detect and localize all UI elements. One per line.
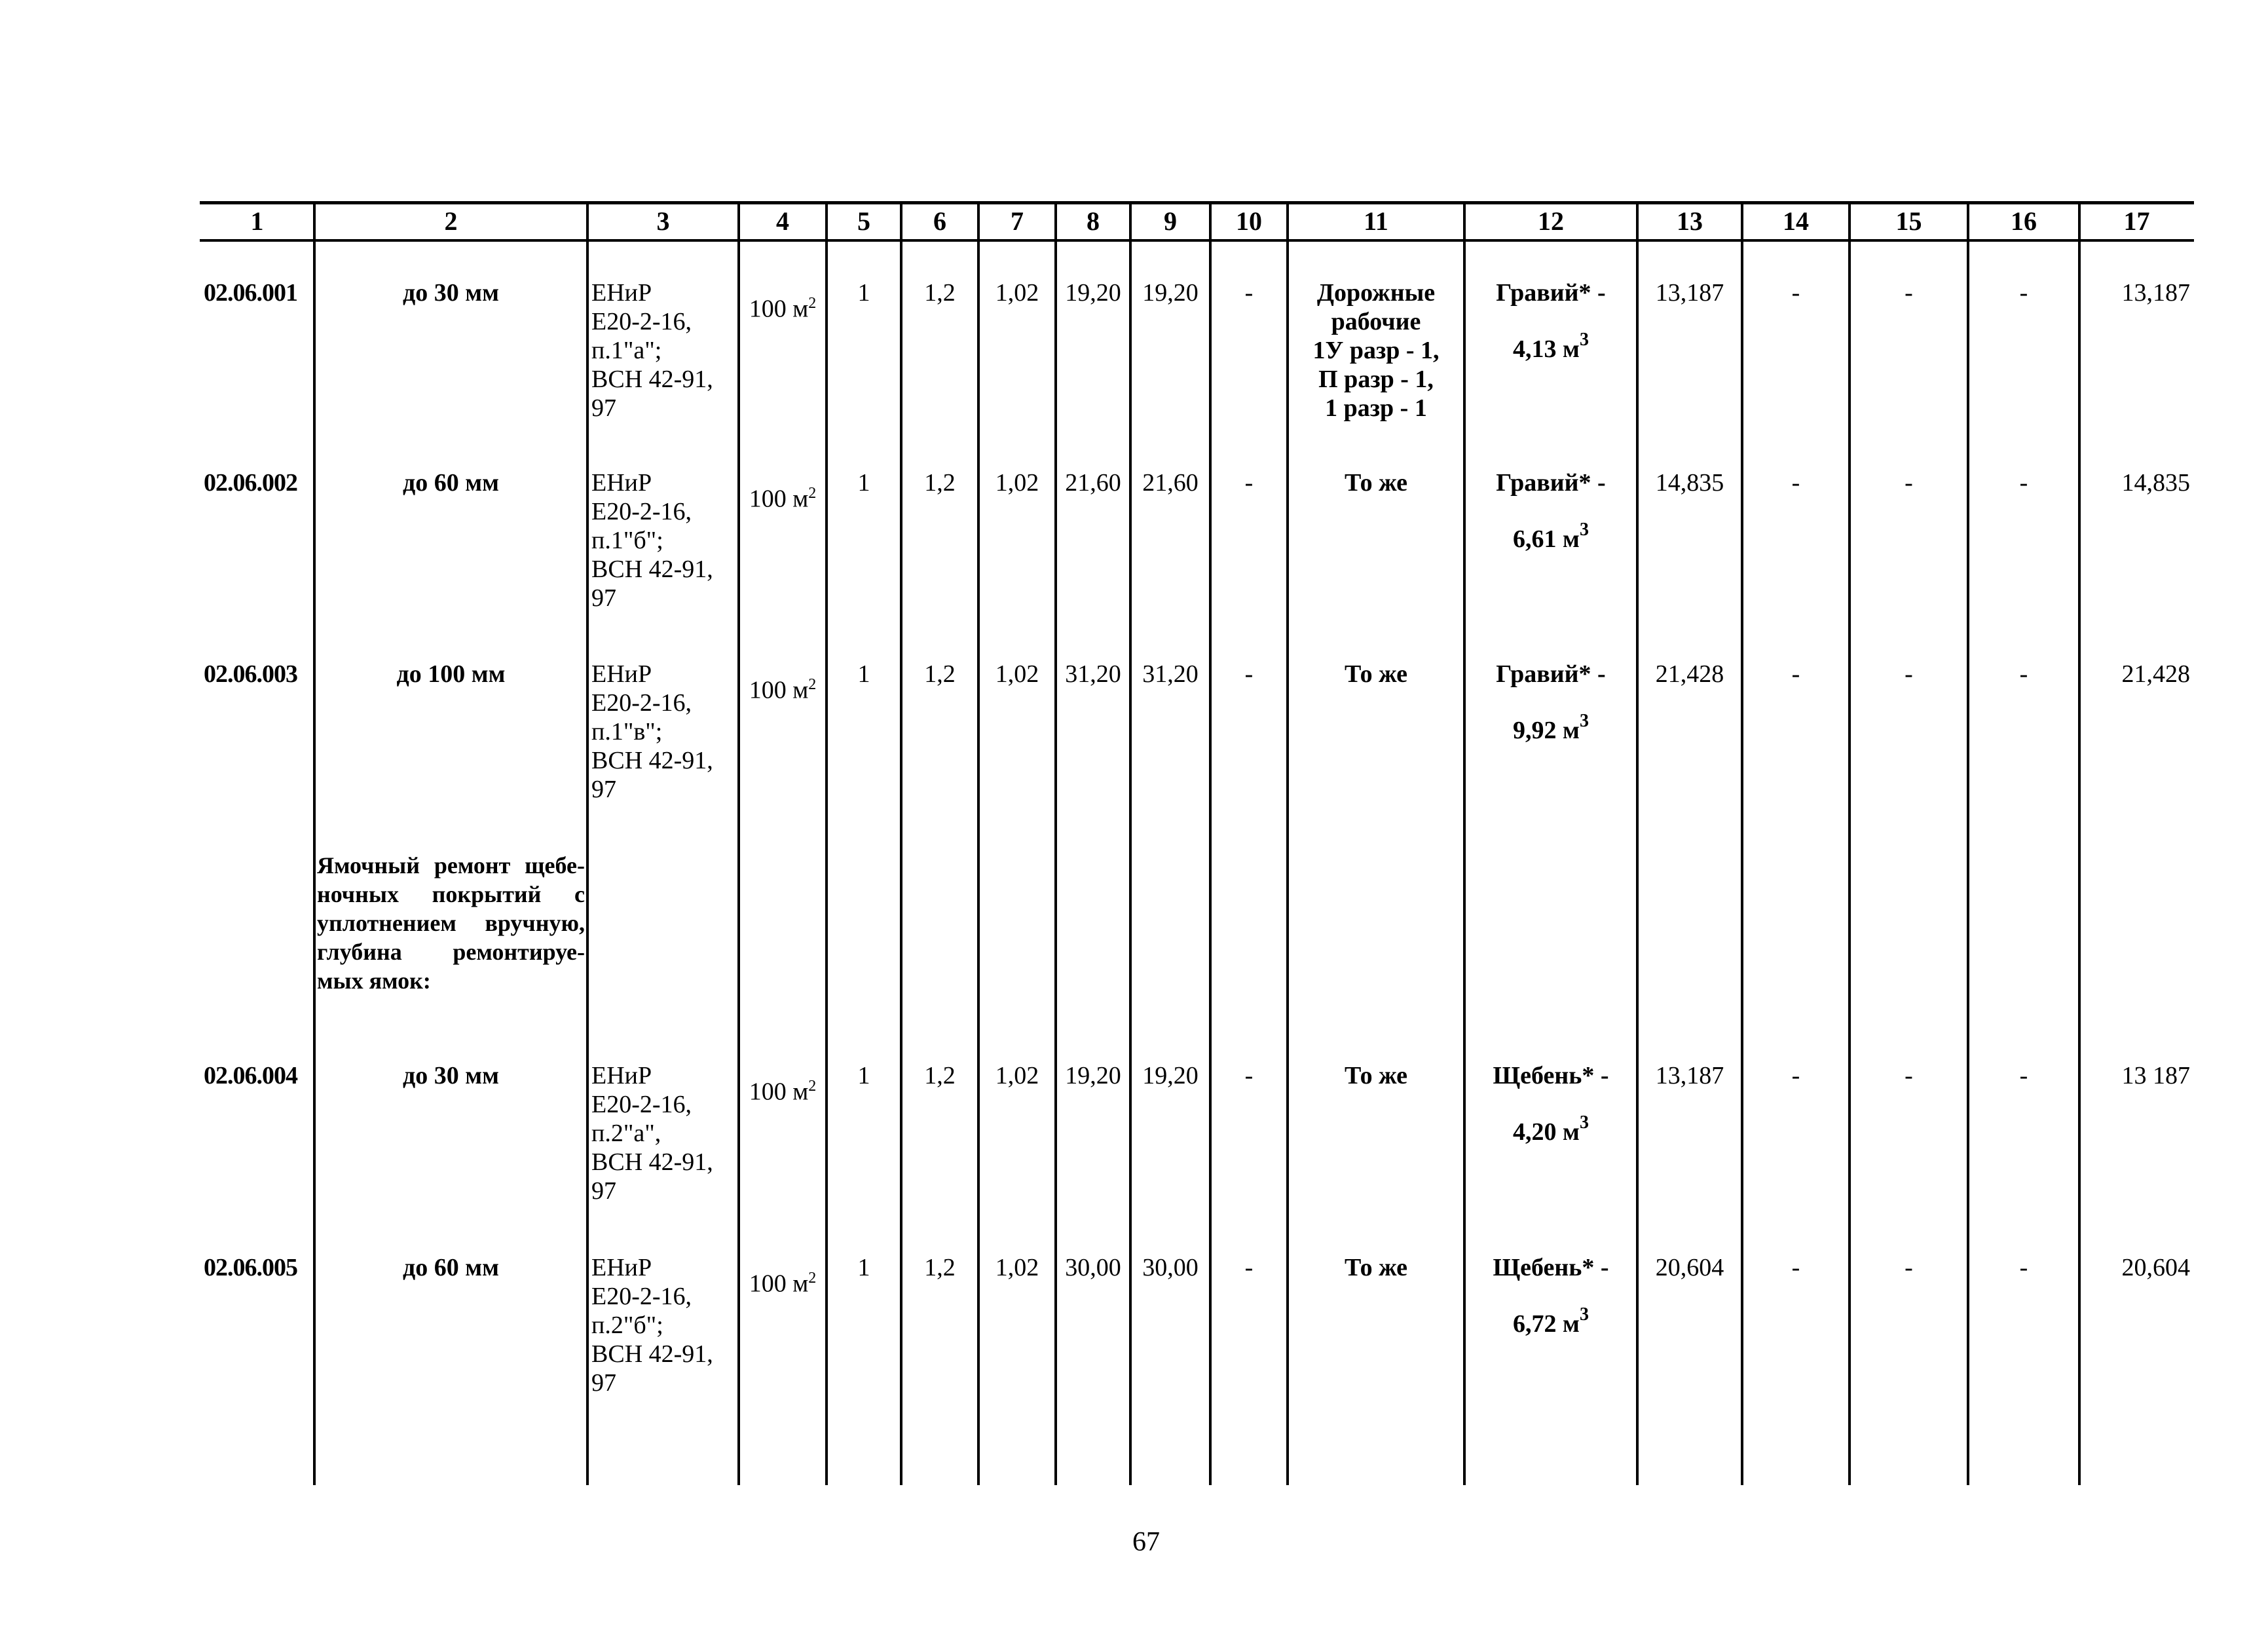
row-material-qty-exponent: 3: [1579, 330, 1589, 350]
row-reference-line: ВСН 42-91,: [591, 747, 713, 774]
row-col8: 19,20: [1065, 279, 1121, 307]
column-header: 10: [1236, 206, 1262, 236]
row-col10: -: [1244, 469, 1254, 497]
row-col13: 13,187: [1655, 1062, 1724, 1089]
section-heading: [317, 851, 585, 995]
row-col15: -: [1905, 1062, 1913, 1089]
section-heading-line: мых ямок:: [317, 968, 431, 994]
row-code: 02.06.004: [204, 1062, 297, 1089]
row-code: 02.06.001: [204, 279, 297, 307]
row-workers-line: То же: [1344, 1254, 1408, 1281]
column-divider: [900, 201, 902, 1485]
row-workers-line: То же: [1344, 1062, 1408, 1089]
row-reference-line: 97: [591, 394, 616, 422]
row-unit-text: 100 м: [749, 1078, 809, 1106]
row-material-name: Гравий* -: [1496, 469, 1606, 497]
row-col9: 31,20: [1142, 660, 1199, 688]
row-unit-text: 100 м: [749, 1270, 809, 1298]
row-col15: -: [1905, 660, 1913, 688]
row-name: до 60 мм: [403, 1254, 499, 1281]
row-col10: -: [1244, 1062, 1254, 1089]
row-reference-line: ЕНиР: [591, 1254, 652, 1281]
row-col6: 1,2: [924, 279, 956, 307]
row-unit: [743, 479, 823, 514]
row-col13: 13,187: [1655, 279, 1724, 307]
column-header: 3: [656, 206, 670, 236]
row-reference-line: п.1"б";: [591, 527, 663, 554]
row-unit: [743, 670, 823, 705]
row-workers-line: То же: [1344, 469, 1408, 497]
page-number: 67: [1132, 1527, 1160, 1557]
row-col8: 30,00: [1065, 1254, 1121, 1281]
row-col7: 1,02: [995, 279, 1039, 307]
row-reference-line: Е20-2-16,: [591, 498, 692, 525]
row-material-qty: [1468, 1304, 1633, 1341]
row-col5: 1: [857, 1254, 870, 1281]
row-unit-exponent: 2: [808, 295, 817, 312]
row-col6: 1,2: [924, 469, 956, 497]
row-reference-line: ЕНиР: [591, 1062, 652, 1089]
row-workers: [1292, 468, 1460, 497]
row-reference-line: 97: [591, 1177, 616, 1205]
row-reference-line: ВСН 42-91,: [591, 366, 713, 393]
row-col10: -: [1244, 1254, 1254, 1281]
row-workers-line: 1 разр - 1: [1325, 394, 1427, 422]
column-header: 12: [1538, 206, 1564, 236]
row-reference-line: ЕНиР: [591, 469, 652, 497]
row-col14: -: [1791, 279, 1800, 307]
row-col5: 1: [857, 279, 870, 307]
row-reference-line: ВСН 42-91,: [591, 556, 713, 583]
row-reference: [591, 468, 735, 613]
row-reference-line: 97: [591, 776, 616, 803]
column-divider: [1967, 201, 1969, 1485]
row-col8: 31,20: [1065, 660, 1121, 688]
row-col15: -: [1905, 469, 1913, 497]
header-bottom-rule: [200, 239, 2194, 242]
column-divider: [1286, 201, 1289, 1485]
row-unit-text: 100 м: [749, 676, 809, 704]
row-reference-line: Е20-2-16,: [591, 1091, 692, 1118]
row-material-qty: [1468, 519, 1633, 556]
row-material-qty-value: 9,92 м: [1513, 717, 1580, 744]
row-col17: 13,187: [2121, 279, 2190, 307]
row-unit-exponent: 2: [808, 485, 817, 502]
row-col13: 20,604: [1655, 1254, 1724, 1281]
row-reference-line: Е20-2-16,: [591, 308, 692, 335]
row-reference: [591, 660, 735, 804]
row-col14: -: [1791, 1062, 1800, 1089]
column-header: 1: [250, 206, 264, 236]
row-reference-line: ВСН 42-91,: [591, 1148, 713, 1176]
row-material: [1468, 468, 1633, 556]
row-workers: [1292, 278, 1460, 423]
row-col9: 19,20: [1142, 1062, 1199, 1089]
row-reference-line: Е20-2-16,: [591, 689, 692, 717]
row-workers-line: 1У разр - 1,: [1312, 337, 1440, 364]
column-header: 8: [1087, 206, 1100, 236]
column-divider: [1054, 201, 1057, 1485]
row-material-qty-exponent: 3: [1579, 1304, 1589, 1325]
row-name: до 100 мм: [396, 660, 506, 688]
row-unit-text: 100 м: [749, 295, 809, 323]
row-unit-text: 100 м: [749, 485, 809, 513]
column-header: 4: [776, 206, 789, 236]
row-material-name: Гравий* -: [1496, 660, 1606, 688]
row-reference-line: п.1"в";: [591, 718, 663, 746]
section-heading-line: уплотнением вручную,: [317, 910, 585, 936]
row-col5: 1: [857, 660, 870, 688]
column-divider: [1848, 201, 1851, 1485]
row-reference-line: ЕНиР: [591, 279, 652, 307]
row-reference: [591, 1253, 735, 1397]
column-header: 7: [1011, 206, 1024, 236]
column-header: 15: [1895, 206, 1922, 236]
row-reference-line: 97: [591, 584, 616, 612]
column-divider: [586, 201, 589, 1485]
header-top-rule: [200, 201, 2194, 204]
row-material: [1468, 660, 1633, 747]
row-name: до 60 мм: [403, 469, 499, 497]
row-col7: 1,02: [995, 1254, 1039, 1281]
row-material-qty-exponent: 3: [1579, 1112, 1589, 1133]
row-reference-line: Е20-2-16,: [591, 1283, 692, 1310]
row-col9: 30,00: [1142, 1254, 1199, 1281]
row-reference-line: п.1"а";: [591, 337, 662, 364]
column-header: 2: [444, 206, 458, 236]
column-divider: [825, 201, 828, 1485]
row-material-qty-value: 4,13 м: [1513, 335, 1580, 363]
row-col5: 1: [857, 1062, 870, 1089]
column-header: 17: [2123, 206, 2150, 236]
row-unit: [743, 1264, 823, 1298]
row-workers: [1292, 1253, 1460, 1282]
row-col16: -: [2019, 279, 2028, 307]
row-material-qty-exponent: 3: [1579, 711, 1589, 731]
row-reference-line: 97: [591, 1369, 616, 1397]
row-workers-line: П разр - 1,: [1318, 366, 1434, 393]
row-reference-line: п.2"б";: [591, 1312, 663, 1339]
norms-table: [200, 201, 2194, 1485]
column-header: 16: [2011, 206, 2037, 236]
row-col6: 1,2: [924, 1254, 956, 1281]
row-col6: 1,2: [924, 1062, 956, 1089]
row-col16: -: [2019, 469, 2028, 497]
column-header: 5: [857, 206, 870, 236]
column-header: 14: [1783, 206, 1809, 236]
row-unit-exponent: 2: [808, 1270, 817, 1287]
row-col10: -: [1244, 660, 1254, 688]
row-material-qty: [1468, 1112, 1633, 1149]
row-col7: 1,02: [995, 1062, 1039, 1089]
column-divider: [2078, 201, 2081, 1485]
row-col9: 21,60: [1142, 469, 1199, 497]
row-col5: 1: [857, 469, 870, 497]
row-workers-line: Дорожные: [1316, 279, 1436, 307]
row-workers-line: То же: [1344, 660, 1408, 688]
row-material-qty-value: 4,20 м: [1513, 1118, 1580, 1146]
section-heading-line: глубина ремонтируе-: [317, 939, 585, 965]
row-material-name: Щебень* -: [1493, 1254, 1609, 1281]
row-unit: [743, 1072, 823, 1106]
column-header: 6: [933, 206, 946, 236]
row-reference-line: ВСН 42-91,: [591, 1340, 713, 1368]
row-col8: 19,20: [1065, 1062, 1121, 1089]
row-material-name: Гравий* -: [1496, 279, 1606, 307]
row-col14: -: [1791, 469, 1800, 497]
row-name: до 30 мм: [403, 279, 499, 307]
row-reference-line: п.2"а",: [591, 1120, 661, 1147]
row-material: [1468, 278, 1633, 366]
row-workers-line: рабочие: [1331, 308, 1421, 335]
row-col14: -: [1791, 660, 1800, 688]
row-reference-line: ЕНиР: [591, 660, 652, 688]
column-divider: [1463, 201, 1466, 1485]
row-col14: -: [1791, 1254, 1800, 1281]
column-divider: [1636, 201, 1639, 1485]
row-reference: [591, 278, 735, 423]
row-col7: 1,02: [995, 660, 1039, 688]
column-header: 13: [1677, 206, 1703, 236]
column-divider: [1209, 201, 1212, 1485]
row-col17: 14,835: [2121, 469, 2190, 497]
row-col6: 1,2: [924, 660, 956, 688]
row-material: [1468, 1253, 1633, 1341]
row-col7: 1,02: [995, 469, 1039, 497]
column-header: 9: [1164, 206, 1177, 236]
row-material-qty: [1468, 711, 1633, 747]
row-material-qty-exponent: 3: [1579, 519, 1589, 540]
row-col10: -: [1244, 279, 1254, 307]
row-material: [1468, 1061, 1633, 1149]
row-col16: -: [2019, 1062, 2028, 1089]
section-heading-line: ночных покрытий с: [317, 881, 585, 907]
column-divider: [1129, 201, 1132, 1485]
row-reference: [591, 1061, 735, 1205]
row-col17: 21,428: [2121, 660, 2190, 688]
column-divider: [737, 201, 740, 1485]
row-material-qty: [1468, 330, 1633, 366]
row-col16: -: [2019, 660, 2028, 688]
row-code: 02.06.003: [204, 660, 297, 688]
row-material-qty-value: 6,72 м: [1513, 1310, 1580, 1338]
row-col9: 19,20: [1142, 279, 1199, 307]
row-code: 02.06.002: [204, 469, 297, 497]
row-material-name: Щебень* -: [1493, 1062, 1609, 1089]
row-workers: [1292, 1061, 1460, 1090]
row-col8: 21,60: [1065, 469, 1121, 497]
column-header: 11: [1364, 206, 1388, 236]
row-code: 02.06.005: [204, 1254, 297, 1281]
row-material-qty-value: 6,61 м: [1513, 525, 1580, 553]
row-unit-exponent: 2: [808, 676, 817, 693]
column-divider: [313, 201, 316, 1485]
row-col13: 21,428: [1655, 660, 1724, 688]
section-heading-line: Ямочный ремонт щебе-: [317, 852, 585, 878]
row-col13: 14,835: [1655, 469, 1724, 497]
column-divider: [977, 201, 980, 1485]
row-col17: 20,604: [2121, 1254, 2190, 1281]
row-name: до 30 мм: [403, 1062, 499, 1089]
row-workers: [1292, 660, 1460, 689]
row-unit: [743, 289, 823, 324]
row-col16: -: [2019, 1254, 2028, 1281]
row-col15: -: [1905, 279, 1913, 307]
column-divider: [1741, 201, 1743, 1485]
row-col15: -: [1905, 1254, 1913, 1281]
row-unit-exponent: 2: [808, 1078, 817, 1095]
row-col17: 13 187: [2121, 1062, 2190, 1089]
